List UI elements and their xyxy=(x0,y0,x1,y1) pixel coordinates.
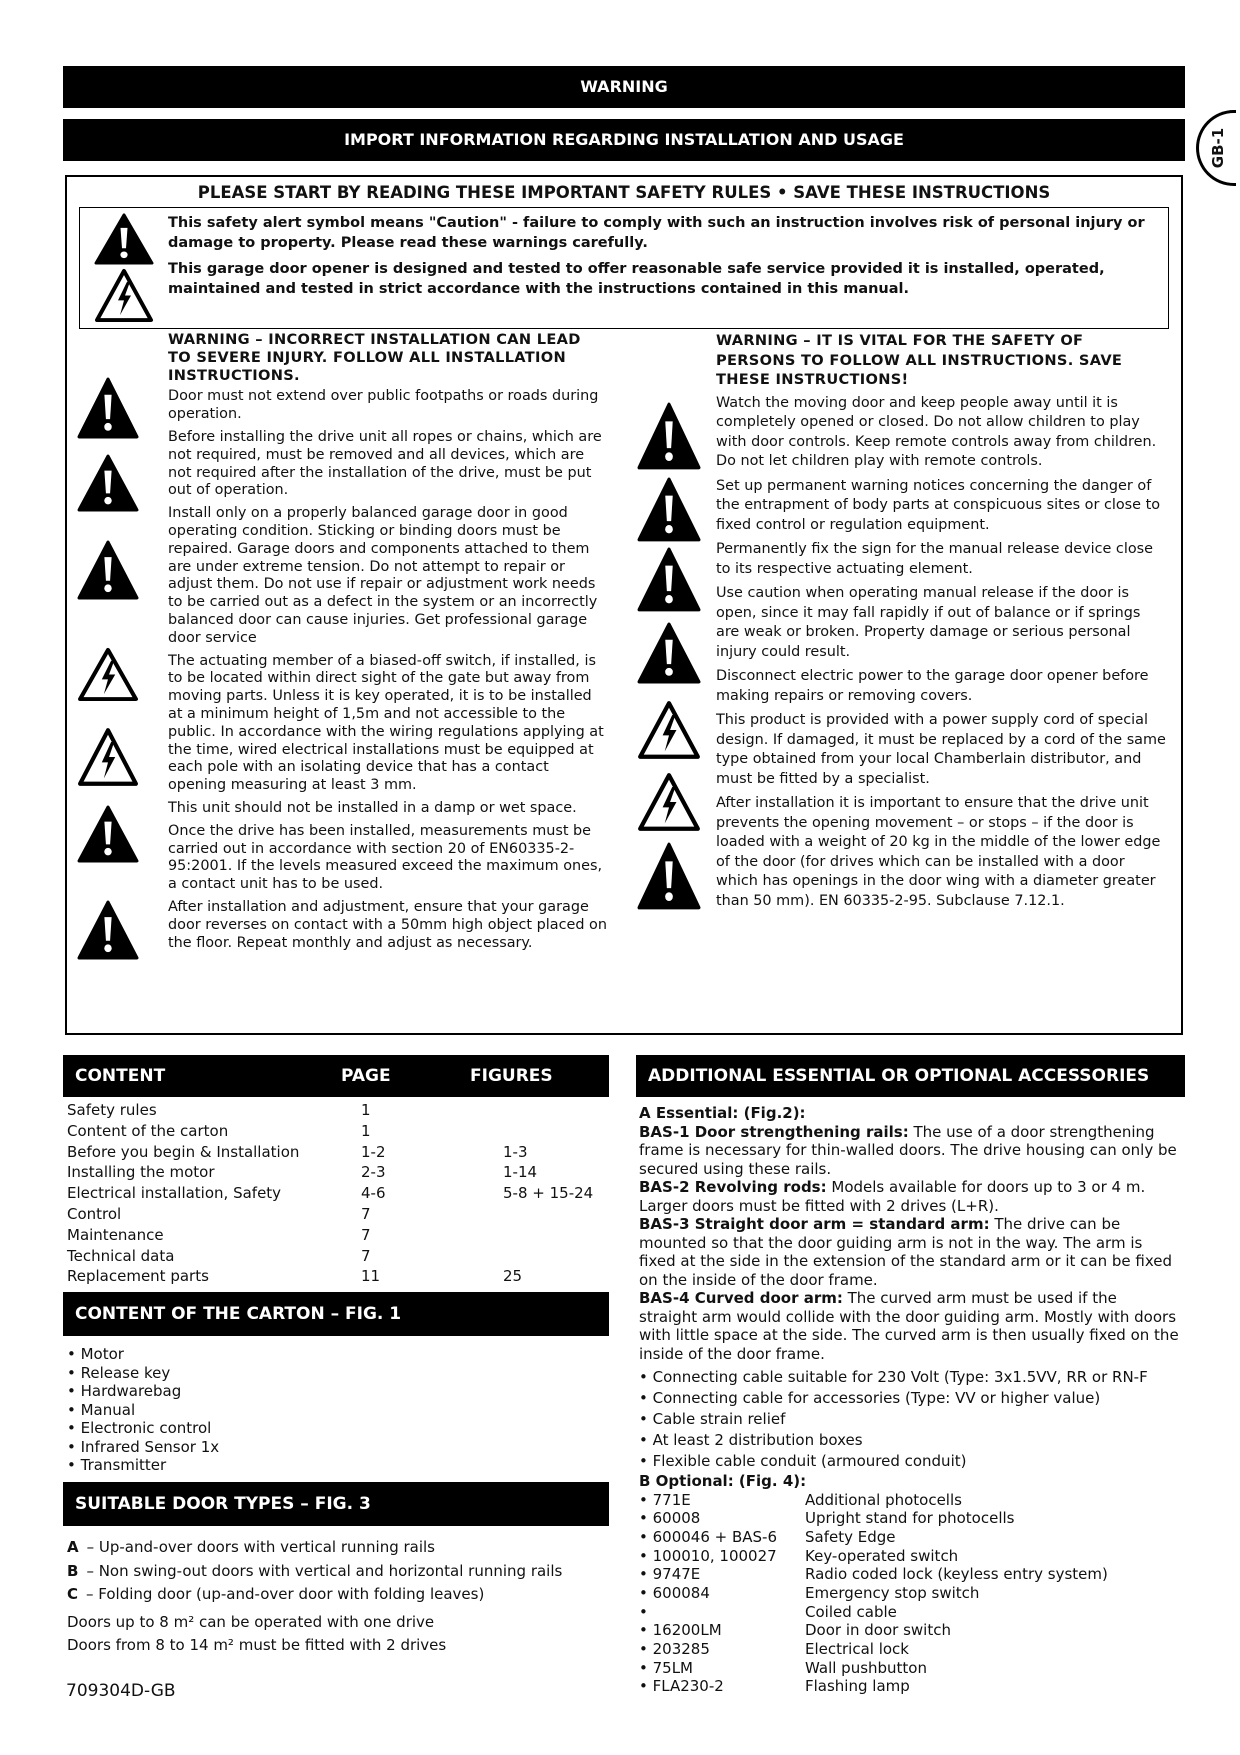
important-info-banner: IMPORT INFORMATION REGARDING INSTALLATION AND USAGE xyxy=(63,119,1185,161)
accessory-item: BAS-1 Door strengthening rails: The use of a door strengthening frame is necessary for thin-walled doors. The drive housing can only be secured using these rails. xyxy=(639,1122,1177,1178)
list-item: • Manual xyxy=(67,1400,136,1419)
optional-desc: Emergency stop switch xyxy=(805,1583,980,1602)
table-cell-name: Control xyxy=(67,1204,122,1223)
table-cell-name: Replacement parts xyxy=(67,1267,209,1286)
table-cell-page: 11 xyxy=(361,1267,381,1286)
optional-desc: Key-operated switch xyxy=(805,1546,959,1565)
table-cell-figures: 25 xyxy=(503,1267,523,1286)
warning-item: Before installing the drive unit all ropes or chains, which are not required, must be removed and all devices, which are not required after the installation of the drive, must be put out of operation. xyxy=(168,428,602,499)
electric-hazard-icon xyxy=(77,727,139,787)
warning-item: This unit should not be installed in a damp or wet space. xyxy=(168,799,577,816)
optional-code: • 771E xyxy=(639,1490,691,1509)
warning-item: The actuating member of a biased-off switch, if installed, is to be located within direct sight of the gate but away from moving parts. Unless it is key operated, it is to be installed at a minimum height of 1,5m and not accessible to the public. In accordance with the wiring regulations applying at the time, wired electrical installations must be equipped at each pole with an isolating device that has a contact opening measuring at least 3 mm. xyxy=(168,652,604,794)
caution-triangle-icon xyxy=(77,454,139,512)
door-types xyxy=(67,1536,612,1657)
right-warning-heading: WARNING – IT IS VITAL FOR THE SAFETY OF PERSONS TO FOLLOW ALL INSTRUCTIONS. SAVE THESE INSTRUCTIONS! xyxy=(716,332,1123,388)
table-cell-page: 1 xyxy=(361,1101,371,1119)
optional-code: • 203285 xyxy=(639,1640,710,1658)
table-cell-page: 1 xyxy=(361,1121,371,1140)
caution-triangle-icon xyxy=(637,477,701,542)
table-row xyxy=(67,1100,607,1121)
list-item: • Electronic control xyxy=(67,1419,212,1437)
table-cell-figures: 1-3 xyxy=(503,1142,528,1161)
accessory-item: BAS-4 Curved door arm: The curved arm must be used if the straight arm would collide with the door guiding arm. Mostly with doors with little space at the side. The curved arm is then usually fixed on the inside of the door frame. xyxy=(639,1289,1179,1363)
table-row xyxy=(67,1142,607,1163)
door-type-c: C – Folding door (up-and-over door with folding leaves) xyxy=(67,1585,485,1603)
table-cell-page: 7 xyxy=(361,1225,371,1244)
optional-title: B Optional: (Fig. 4): xyxy=(639,1472,807,1490)
optional-code: • 600046 + BAS-6 xyxy=(639,1527,778,1546)
table-cell-page: 7 xyxy=(361,1204,371,1223)
optional-desc: Door in door switch xyxy=(805,1621,951,1640)
warning-item: Disconnect electric power to the garage door opener before making repairs or removing covers. xyxy=(716,668,1149,704)
table-cell-name: Safety rules xyxy=(67,1101,157,1119)
accessory-bullet: • Flexible cable conduit (armoured conduit) xyxy=(639,1452,967,1470)
carton-list xyxy=(67,1345,219,1475)
door-type-b: B – Non swing-out doors with vertical and horizontal running rails xyxy=(67,1561,563,1580)
table-row xyxy=(67,1121,607,1142)
list-item: • Transmitter xyxy=(67,1456,167,1474)
optional-code: • 9747E xyxy=(639,1565,701,1584)
table-row xyxy=(67,1162,607,1183)
list-item: • Release key xyxy=(67,1363,171,1382)
optional-code: • 16200LM xyxy=(639,1621,722,1640)
optional-desc: Coiled cable xyxy=(805,1602,897,1621)
right-warning-items xyxy=(716,394,1166,912)
warning-item: Watch the moving door and keep people away until it is completely opened or closed. Do not allow children to play with door controls. Keep remote controls away from children. Do not let children play with remote controls. xyxy=(716,394,1157,469)
caution-triangle-icon xyxy=(637,402,701,470)
door-types-header: SUITABLE DOOR TYPES – FIG. 3 xyxy=(63,1482,609,1526)
caution-triangle-icon xyxy=(94,213,154,265)
optional-desc: Radio coded lock (keyless entry system) xyxy=(805,1565,1108,1584)
carton-header: CONTENT OF THE CARTON – FIG. 1 xyxy=(63,1292,609,1336)
accessories-section xyxy=(639,1104,1179,1696)
list-item xyxy=(639,1584,1179,1603)
warning-item: Set up permanent warning notices concerning the danger of the entrapment of body parts at conspicuous sites or close to fixed control or regulation equipment. xyxy=(716,477,1161,533)
list-item: • Infrared Sensor 1x xyxy=(67,1437,220,1456)
optional-code: • xyxy=(639,1602,648,1621)
accessory-item: BAS-3 Straight door arm = standard arm: The drive can be mounted so that the door guiding arm is not in the way. The arm is fixed at the side in the extension of the standard arm or it can be fixed on the inside of the door frame. xyxy=(639,1215,1172,1289)
electric-hazard-icon xyxy=(77,647,139,702)
content-table xyxy=(67,1100,607,1287)
list-item xyxy=(639,1547,1179,1566)
list-item xyxy=(639,1528,1179,1547)
optional-code: • 100010, 100027 xyxy=(639,1546,777,1565)
warning-item: Permanently fix the sign for the manual release device close to its respective actuating element. xyxy=(716,541,1153,577)
list-item: • Motor xyxy=(67,1345,124,1363)
optional-list xyxy=(639,1491,1179,1697)
content-figures-header: FIGURES xyxy=(470,1066,553,1086)
list-item xyxy=(639,1491,1179,1510)
warning-item: Use caution when operating manual release if the door is open, since it may fall rapidly if out of balance or if springs are weak or broken. Property damage or serious personal injury could result. xyxy=(716,585,1141,660)
caution-triangle-icon xyxy=(637,622,701,684)
table-cell-figures: 1-14 xyxy=(503,1163,538,1182)
optional-desc: Electrical lock xyxy=(805,1640,909,1658)
optional-code: • 600084 xyxy=(639,1583,710,1602)
electric-hazard-icon xyxy=(637,700,701,760)
table-row xyxy=(67,1204,607,1225)
optional-desc: Upright stand for photocells xyxy=(805,1509,1015,1528)
table-cell-page: 1-2 xyxy=(361,1142,386,1161)
accessory-bullet: • Cable strain relief xyxy=(639,1410,786,1428)
list-item xyxy=(639,1640,1179,1659)
door-note-single: Doors up to 8 m² can be operated with one drive xyxy=(67,1612,435,1631)
table-cell-name: Content of the carton xyxy=(67,1121,229,1140)
accessory-bullet: • Connecting cable for accessories (Type: VV or higher value) xyxy=(639,1389,1101,1407)
list-item xyxy=(639,1509,1179,1528)
accessories-header: ADDITIONAL ESSENTIAL OR OPTIONAL ACCESSORIES xyxy=(636,1055,1185,1097)
table-cell-page: 7 xyxy=(361,1246,371,1265)
door-note-double: Doors from 8 to 14 m² must be fitted with 2 drives xyxy=(67,1635,447,1654)
content-header xyxy=(63,1055,609,1097)
intro-caution-text: This safety alert symbol means "Caution" - failure to comply with such an instruction involves risk of personal injury or damage to property. Please read these warnings carefully. xyxy=(168,215,1145,251)
right-warning-column xyxy=(716,331,1166,916)
electric-hazard-icon xyxy=(94,268,154,323)
optional-desc: Safety Edge xyxy=(805,1527,896,1546)
warning-banner: WARNING xyxy=(63,66,1185,108)
table-row xyxy=(67,1183,607,1204)
list-item xyxy=(639,1565,1179,1584)
optional-desc: Flashing lamp xyxy=(805,1677,910,1696)
table-cell-name: Installing the motor xyxy=(67,1163,215,1182)
list-item xyxy=(639,1659,1179,1678)
accessory-bullet: • Connecting cable suitable for 230 Volt (Type: 3x1.5VV, RR or RN-F xyxy=(639,1368,1148,1386)
left-warning-column xyxy=(168,331,608,957)
essential-title: A Essential: (Fig.2): xyxy=(639,1104,806,1122)
optional-code: • 60008 xyxy=(639,1509,701,1528)
table-row xyxy=(67,1225,607,1246)
list-item xyxy=(639,1603,1179,1622)
intro-tested-text: This garage door opener is designed and tested to offer reasonable safe service provided it is installed, operated, maintained and tested in strict accordance with the instructions contained in this manual. xyxy=(168,261,1105,297)
list-item xyxy=(639,1677,1179,1696)
list-item xyxy=(639,1621,1179,1640)
left-warning-items xyxy=(168,388,608,952)
table-cell-name: Technical data xyxy=(67,1246,175,1265)
warning-item: After installation and adjustment, ensure that your garage door reverses on contact with a 50mm high object placed on the floor. Repeat monthly and adjust as necessary. xyxy=(168,898,607,951)
caution-triangle-icon xyxy=(77,377,139,439)
door-type-a: A – Up-and-over doors with vertical running rails xyxy=(67,1538,435,1556)
list-item: • Hardwarebag xyxy=(67,1382,182,1400)
safety-intro xyxy=(79,207,1169,329)
accessory-item: BAS-2 Revolving rods: Models available for doors up to 3 or 4 m. Larger doors must be fitted with 2 drives (L+R). xyxy=(639,1178,1146,1215)
content-page-header: PAGE xyxy=(341,1066,391,1086)
electric-hazard-icon xyxy=(637,772,701,832)
left-warning-heading: WARNING – INCORRECT INSTALLATION CAN LEAD TO SEVERE INJURY. FOLLOW ALL INSTALLATION INSTRUCTIONS. xyxy=(168,331,581,384)
optional-desc: Additional photocells xyxy=(805,1490,962,1509)
warning-item: Once the drive has been installed, measurements must be carried out in accordance with section 20 of EN60335-2-95:2001. If the levels measured exceed the maximum ones, a contact unit has to be used. xyxy=(168,822,603,893)
warning-item: Install only on a properly balanced garage door in good operating condition. Sticking or binding doors must be repaired. Garage doors and components attached to them are under extreme tension. Do not attempt to repair or adjust them. Do not use if repair or adjustment work needs to be carried out as a defect in the system or an incorrectly balanced door can cause injuries. Get professional garage door service xyxy=(168,505,598,646)
table-cell-name: Before you begin & Installation xyxy=(67,1142,300,1161)
caution-triangle-icon xyxy=(77,540,139,600)
document-code: 709304D-GB xyxy=(66,1681,176,1701)
optional-code: • 75LM xyxy=(639,1658,694,1677)
table-cell-figures: 5-8 + 15-24 xyxy=(503,1184,594,1203)
table-cell-name: Electrical installation, Safety xyxy=(67,1184,282,1203)
optional-desc: Wall pushbutton xyxy=(805,1658,927,1677)
caution-triangle-icon xyxy=(77,900,139,960)
optional-code: • FLA230-2 xyxy=(639,1677,724,1696)
table-cell-name: Maintenance xyxy=(67,1225,164,1244)
table-row xyxy=(67,1246,607,1267)
safety-heading: PLEASE START BY READING THESE IMPORTANT SAFETY RULES • SAVE THESE INSTRUCTIONS xyxy=(197,183,1051,202)
caution-triangle-icon xyxy=(637,842,701,910)
page-tab-label: GB-1 xyxy=(1208,127,1227,169)
warning-item: After installation it is important to ensure that the drive unit prevents the opening movement – or stops – if the door is loaded with a weight of 20 kg in the middle of the lower edge of the door (for drives which can be installed with a door which has openings in the door wing with a diameter greater than 50 mm). EN 60335-2-95. Subclause 7.12.1. xyxy=(716,795,1161,909)
page-tab xyxy=(1196,110,1236,186)
caution-triangle-icon xyxy=(637,547,701,612)
table-row xyxy=(67,1266,607,1287)
accessory-bullet: • At least 2 distribution boxes xyxy=(639,1431,863,1449)
table-cell-page: 2-3 xyxy=(361,1163,386,1182)
warning-item: Door must not extend over public footpaths or roads during operation. xyxy=(168,388,599,423)
caution-triangle-icon xyxy=(77,805,139,863)
table-cell-page: 4-6 xyxy=(361,1184,386,1203)
warning-item: This product is provided with a power supply cord of special design. If damaged, it must be replaced by a cord of the same type obtained from your local Chamberlain distributor, and must be fitted by a specialist. xyxy=(716,712,1166,787)
content-heading: CONTENT xyxy=(75,1066,166,1086)
